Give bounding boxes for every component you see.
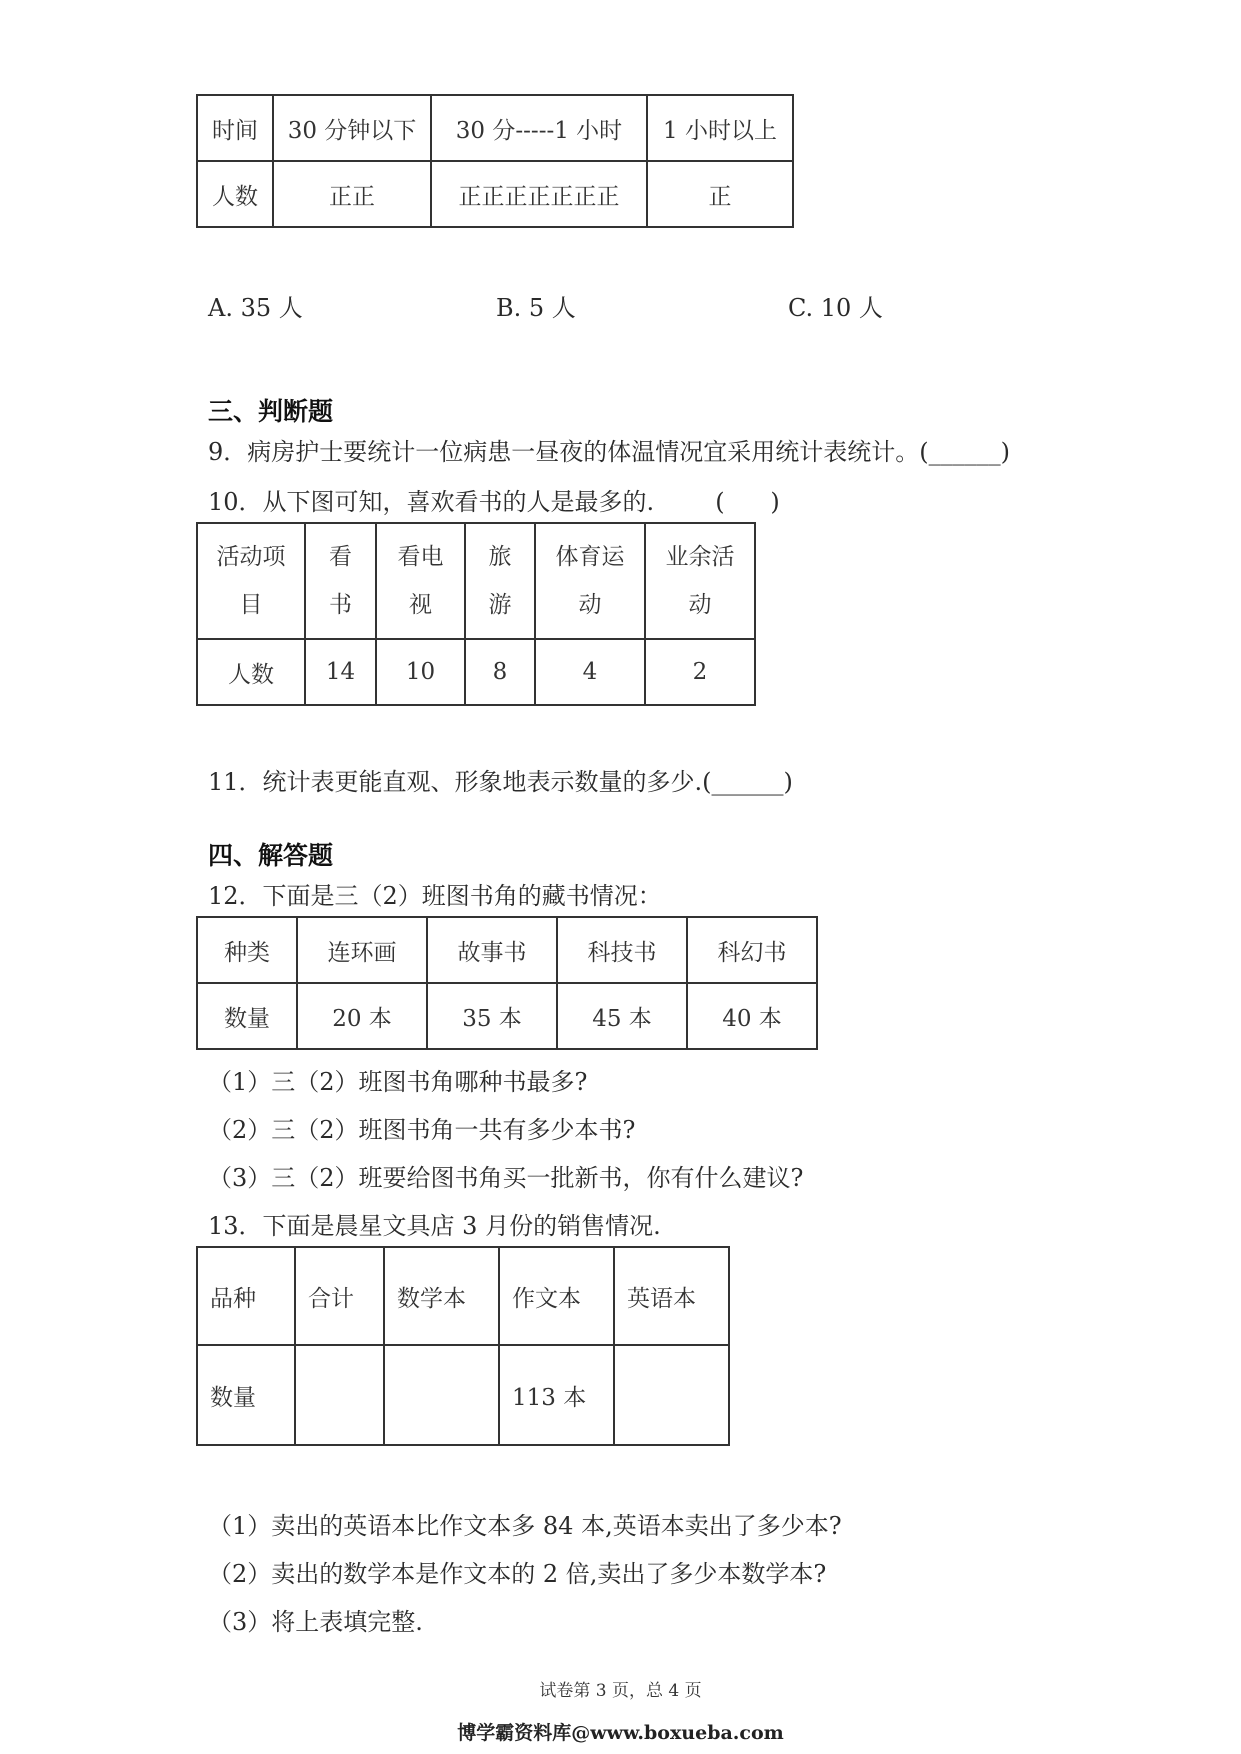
cell: 8: [465, 639, 535, 705]
cell: 合计: [295, 1247, 384, 1345]
section-title-answer: 四、解答题: [208, 841, 334, 870]
question-12-sub-2: （2）三（2）班图书角一共有多少本书?: [208, 1116, 636, 1144]
section-title-judgement: 三、判断题: [208, 397, 334, 426]
cell: [614, 1345, 729, 1445]
time-stats-table: [196, 94, 794, 228]
cell: 看 书: [305, 523, 376, 639]
cell: 活动项 目: [197, 523, 305, 639]
cell: 35 本: [427, 983, 557, 1049]
cell: 10: [376, 639, 465, 705]
question-13: 13．下面是晨星文具店 3 月份的销售情况.: [208, 1212, 661, 1240]
cell: 故事书: [427, 917, 557, 983]
sales-table: [196, 1246, 730, 1446]
cell: 种类: [197, 917, 297, 983]
cell: 113 本: [499, 1345, 614, 1445]
cell: 看电 视: [376, 523, 465, 639]
cell: 2: [645, 639, 755, 705]
cell: 连环画: [297, 917, 427, 983]
option-b: B. 5 人: [496, 294, 576, 322]
question-9: 9．病房护士要统计一位病患一昼夜的体温情况宜采用统计表统计。(______): [208, 438, 1010, 466]
question-13-sub-2: （2）卖出的数学本是作文本的 2 倍,卖出了多少本数学本?: [208, 1560, 827, 1588]
cell: [295, 1345, 384, 1445]
cell: 40 本: [687, 983, 817, 1049]
question-12-sub-1: （1）三（2）班图书角哪种书最多?: [208, 1068, 588, 1096]
cell: 科幻书: [687, 917, 817, 983]
cell: 品种: [197, 1247, 295, 1345]
watermark: 博学霸资料库@www.boxueba.com: [457, 1722, 784, 1744]
cell: 30 分-----1 小时: [431, 95, 647, 161]
cell: 英语本: [614, 1247, 729, 1345]
cell: 30 分钟以下: [273, 95, 431, 161]
cell: 数量: [197, 983, 297, 1049]
cell: 20 本: [297, 983, 427, 1049]
cell: [384, 1345, 499, 1445]
cell: 14: [305, 639, 376, 705]
cell: 人数: [197, 161, 273, 227]
cell: 数学本: [384, 1247, 499, 1345]
cell: 1 小时以上: [647, 95, 793, 161]
question-11: 11．统计表更能直观、形象地表示数量的多少.(______): [208, 768, 793, 796]
question-12-sub-3: （3）三（2）班要给图书角买一批新书，你有什么建议?: [208, 1164, 804, 1192]
cell: 业余活 动: [645, 523, 755, 639]
cell: 数量: [197, 1345, 295, 1445]
cell: 体育运 动: [535, 523, 645, 639]
question-12: 12．下面是三（2）班图书角的藏书情况：: [208, 882, 662, 910]
question-10: 10．从下图可知，喜欢看书的人是最多的. ( ): [208, 488, 780, 516]
cell: 正正正正正正正: [431, 161, 647, 227]
cell: 正正: [273, 161, 431, 227]
cell: 4: [535, 639, 645, 705]
question-13-sub-1: （1）卖出的英语本比作文本多 84 本,英语本卖出了多少本?: [208, 1512, 842, 1540]
page-footer: 试卷第 3 页，总 4 页: [539, 1681, 702, 1701]
question-13-sub-3: （3）将上表填完整.: [208, 1608, 423, 1636]
option-a: A. 35 人: [208, 294, 303, 322]
option-c: C. 10 人: [788, 294, 883, 322]
cell: 人数: [197, 639, 305, 705]
cell: 旅 游: [465, 523, 535, 639]
cell: 科技书: [557, 917, 687, 983]
cell: 时间: [197, 95, 273, 161]
books-table: [196, 916, 818, 1050]
cell: 作文本: [499, 1247, 614, 1345]
cell: 45 本: [557, 983, 687, 1049]
cell: 正: [647, 161, 793, 227]
activity-table: [196, 522, 756, 706]
